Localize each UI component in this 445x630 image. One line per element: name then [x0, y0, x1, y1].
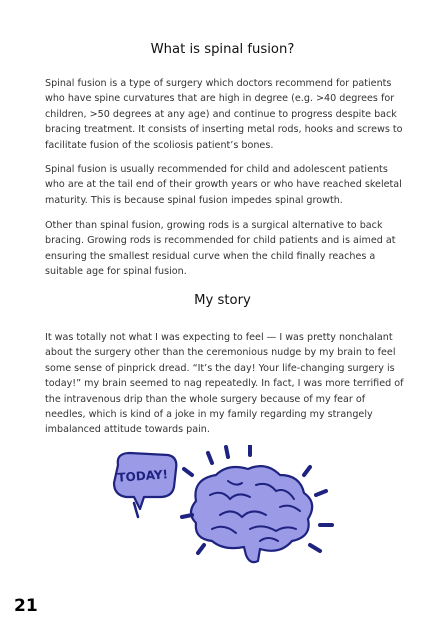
paragraph: It was totally not what I was expecting to feel — I was pretty nonchalant about the surgery other than the ceremonious nudge by my brain to feel some sense of pinprick dread. “It’s the day! Your life-changing surgery is today!” my brain seemed to nag repeatedly. In fact, I was more terrified of the intravenous drip than the whole surgery because of my fear of needles, which is kind of a joke in my family regarding my strangely imbalanced attitude towards pain.	[45, 332, 404, 436]
paragraph: Spinal fusion is a type of surgery which doctors recommend for patients who have spine curvatures that are high in degree (e.g. >40 degrees for children, >50 degrees at any age) and continue to progress despite back bracing treatment. It consists of inserting metal rods, hooks and screws to facilitate fusion of the scoliosis patient’s bones.	[45, 78, 403, 151]
brain-icon	[191, 466, 312, 562]
section-title-spinal-fusion: What is spinal fusion?	[150, 42, 295, 57]
speech-bubble-text: TODAY!	[116, 467, 169, 485]
paragraph: Spinal fusion is usually recommended for child and adolescent patients who are at the tail end of their growth years or who have reached skeletal maturity. This is because spinal fusion impedes spinal growth.	[45, 164, 402, 206]
brain-illustration	[100, 445, 340, 575]
paragraph: Other than spinal fusion, growing rods is a surgical alternative to back bracing. Growing rods is recommended for child patients and is aimed at ensuring the smallest residual curve when the child finally reaches a suitable age for spinal fusion.	[45, 220, 396, 278]
section-title-my-story: My story	[194, 293, 251, 308]
page-number: 21	[14, 596, 38, 616]
speech-bubble	[114, 453, 176, 509]
